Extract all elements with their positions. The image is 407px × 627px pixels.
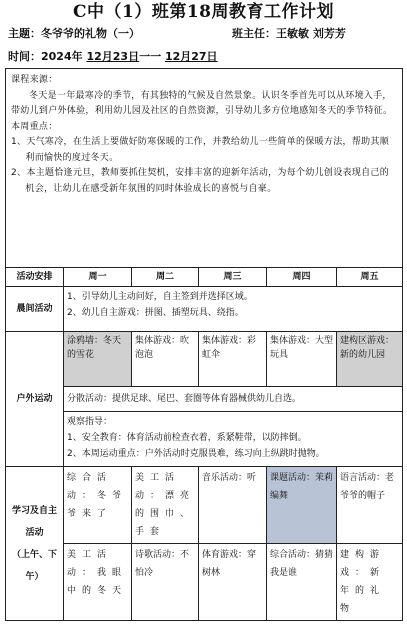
outdoor-day-cell: 集体游戏：大型玩具 <box>267 332 337 387</box>
outdoor-days-row <box>6 332 403 387</box>
study-cell: 诗歌活动：不怕冷 <box>132 544 199 621</box>
outdoor-day-cell: 涂鸦墙：冬天的雪花 <box>64 332 132 387</box>
morning-item: 1、引导幼儿主动问好，自主签到并选择区域。 <box>67 292 253 302</box>
observe-guidance <box>64 412 403 467</box>
study-cell: 美工活动：漂亮的围巾、手套 <box>132 467 199 544</box>
study-cell: 综合活动：冬爷爷来了 <box>64 467 132 544</box>
time-label: 时间： <box>8 50 41 63</box>
morning-item: 2、幼儿自主游戏：拼图、插塑玩具、绕指。 <box>67 308 244 318</box>
outdoor-day-cell: 集体游戏：吹泡泡 <box>132 332 199 387</box>
time-end: 12月27日 <box>164 50 218 63</box>
observe-item: 2、本周运动重点：户外活动时克服畏难，练习向上纵跳时抛物。 <box>67 449 325 459</box>
header-cell: 周五 <box>337 268 403 287</box>
study-cell: 美工活动：我眼中的冬天 <box>64 544 132 621</box>
intro-heading: 课程来源： <box>11 75 58 85</box>
time-separator: 一一 <box>139 50 162 63</box>
study-pm-row <box>6 544 403 621</box>
scatter-activity: 分散活动：提供足球、尾巴、套圈等体育器械供幼儿自选。 <box>64 387 403 412</box>
observe-heading: 观察指导： <box>67 417 113 427</box>
header-cell: 活动安排 <box>6 268 64 287</box>
page-title: C中（1）班第18周教育工作计划 <box>72 2 334 22</box>
header-cell: 周一 <box>64 268 132 287</box>
study-label <box>6 467 64 621</box>
header-cell: 周四 <box>267 268 337 287</box>
outdoor-scatter-row <box>6 387 403 412</box>
study-cell: 语言活动：老爷爷的帽子 <box>337 467 403 544</box>
teacher-names: 王敏敏 刘芳芳 <box>276 27 346 40</box>
outdoor-day-cell: 建构区游戏：新的幼儿园 <box>337 332 403 387</box>
observe-item: 1、安全教育：体育活动前检查衣着，系紧鞋带，以防摔倒。 <box>67 433 307 443</box>
weekly-plan-table <box>5 68 403 621</box>
focus-heading: 本周重点： <box>11 121 58 132</box>
study-cell: 体育游戏：穿树林 <box>199 544 267 621</box>
header-cell: 周三 <box>199 268 267 287</box>
morning-row <box>6 287 403 332</box>
time-year: 2024年 <box>41 50 83 63</box>
study-cell: 建构游戏：新年的礼物 <box>337 544 403 621</box>
outdoor-observe-row <box>6 412 403 467</box>
row-label: 户外运动 <box>6 332 64 467</box>
row-label: 晨间活动 <box>6 287 64 332</box>
row-label: 学习及自主活动 <box>11 505 57 538</box>
focus-item: 2、本主题恰逢元旦，教师要抓住契机，安排丰富的迎新年活动，为每个幼儿创设表现自己的机会，让幼儿在感受新年氛围的同时体验成长的喜悦与自豪。 <box>11 168 390 194</box>
time-line <box>8 49 218 65</box>
study-am-row <box>6 467 403 544</box>
outdoor-day-cell: 集体游戏：彩虹伞 <box>199 332 267 387</box>
teacher-line <box>232 26 346 42</box>
intro-body: 冬天是一年最寒冷的季节，有其独特的气候及自然景象。认识冬季首先可以从环境入手，带幼儿到户外体验，利用幼儿园及社区的自然资源，引导幼儿多方位地感知冬天的季节特征。 <box>11 90 393 116</box>
study-cell: 课题活动：茉莉编舞 <box>267 467 337 544</box>
time-start: 12月23日 <box>86 50 140 63</box>
course-intro <box>6 69 403 268</box>
row-sublabel: （上午、下午） <box>11 549 57 582</box>
focus-item: 1、天气寒冷，在生活上要做好防寒保暖的工作，并教给幼儿一些简单的保暖方法，帮助其顺利而愉快的度过冬天。 <box>11 137 390 163</box>
header-cell: 周二 <box>132 268 199 287</box>
table-header-row <box>6 268 403 287</box>
teacher-label: 班主任： <box>232 27 276 40</box>
theme-line <box>8 26 140 42</box>
study-cell: 音乐活动：听 <box>199 467 267 544</box>
theme-label: 主题： <box>8 27 41 40</box>
study-cell: 综合活动：猜猜我是谁 <box>267 544 337 621</box>
theme-value: 冬爷爷的礼物（一） <box>41 27 140 40</box>
morning-content <box>64 287 403 332</box>
